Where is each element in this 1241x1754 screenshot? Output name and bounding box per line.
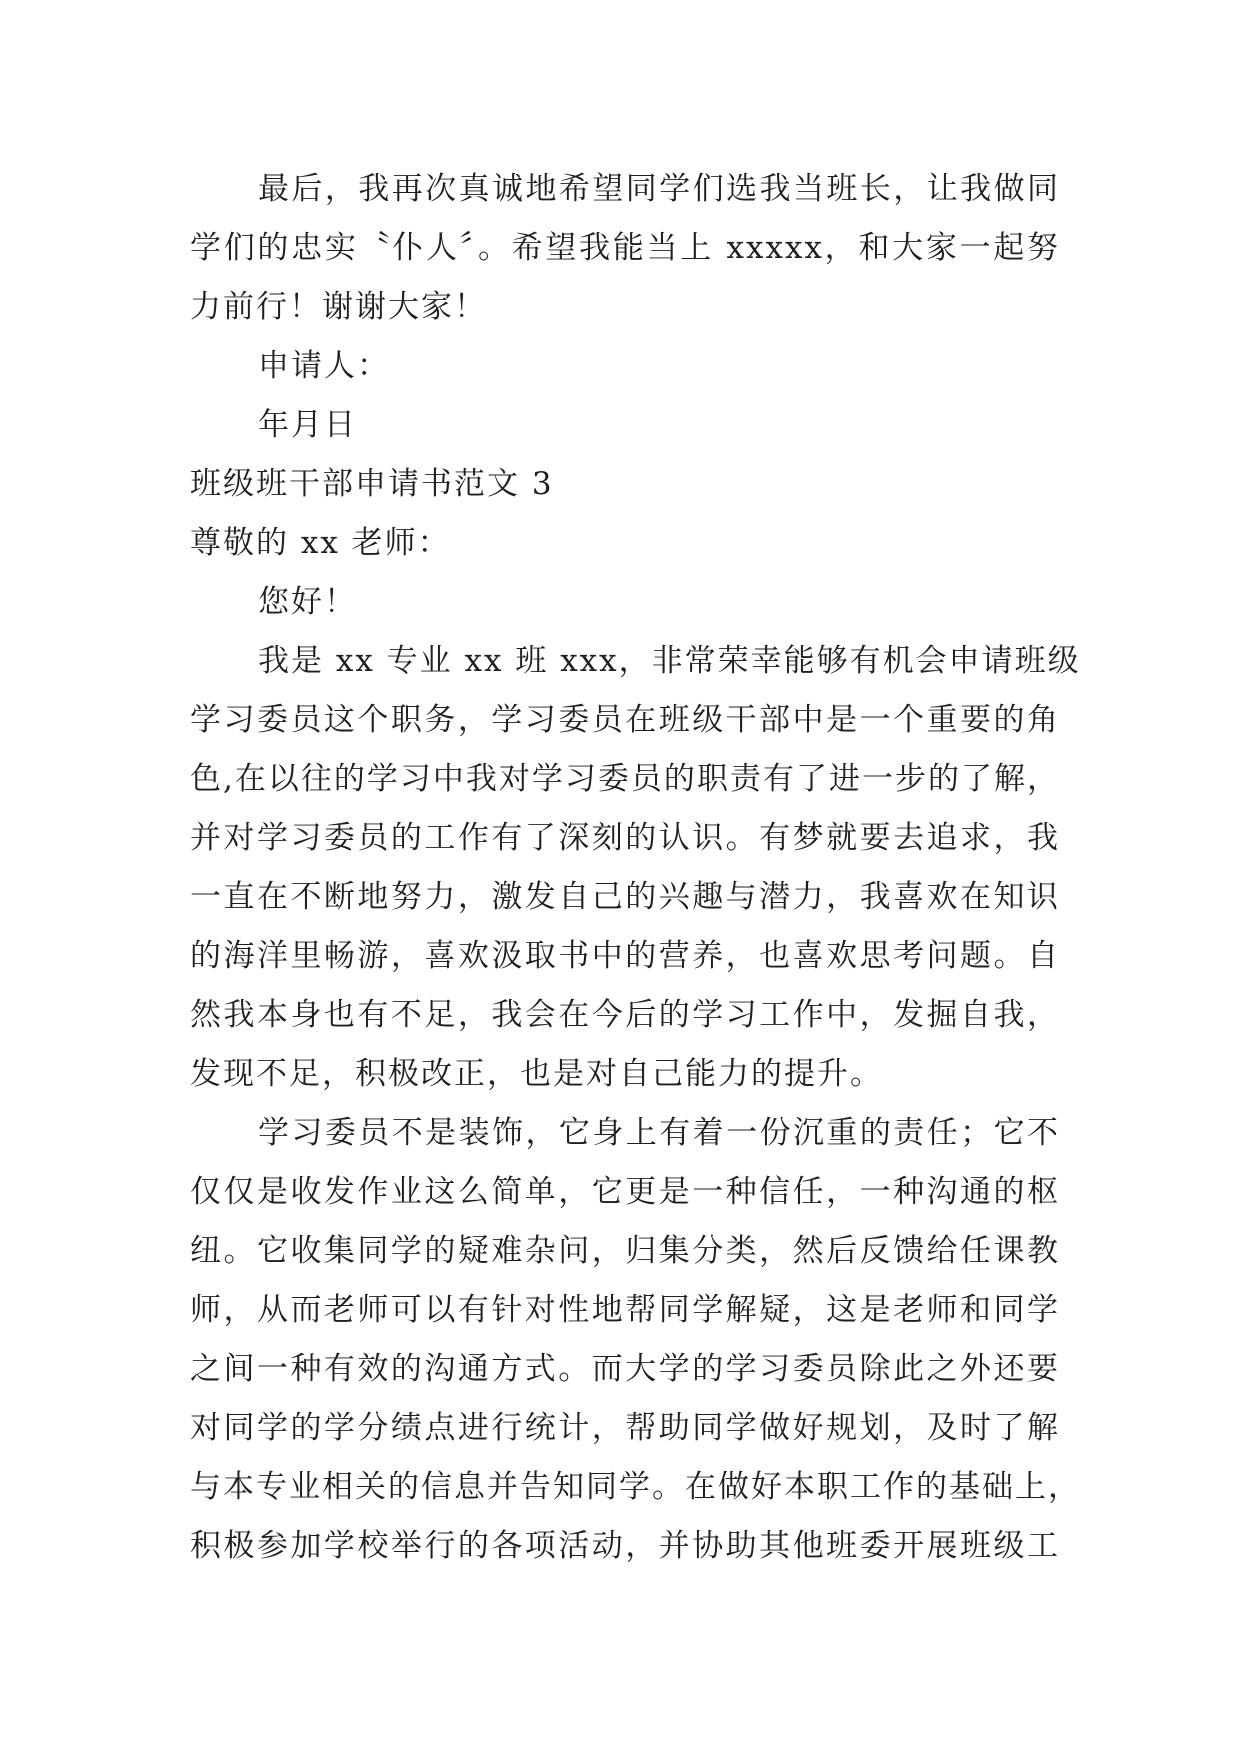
text-line: 学习委员这个职务，学习委员在班级干部中是一个重要的角 — [190, 702, 1060, 738]
text-line: 学习委员不是装饰，它身上有着一份沉重的责任；它不 — [258, 1115, 1060, 1151]
document-body — [190, 160, 1081, 1576]
section-title: 班级班干部申请书范文 3 — [190, 466, 554, 502]
text-line: 之间一种有效的沟通方式。而大学的学习委员除此之外还要 — [190, 1351, 1060, 1387]
text-line: 并对学习委员的工作有了深刻的认识。有梦就要去追求，我 — [190, 820, 1060, 856]
text-line: 最后，我再次真诚地希望同学们选我当班长，让我做同 — [258, 171, 1060, 207]
text-line: 然我本身也有不足，我会在今后的学习工作中，发掘自我， — [190, 997, 1060, 1033]
text-line: 色,在以往的学习中我对学习委员的职责有了进一步的了解， — [190, 761, 1060, 797]
text-line: 力前行！谢谢大家！ — [190, 289, 487, 325]
text-line: 积极参加学校举行的各项活动，并协助其他班委开展班级工 — [190, 1528, 1060, 1564]
body-paragraph-1 — [190, 632, 1081, 1104]
date-label: 年月日 — [258, 407, 357, 443]
text-line: 仅仅是收发作业这么简单，它更是一种信任，一种沟通的枢 — [190, 1174, 1060, 1210]
text-line: 师，从而老师可以有针对性地帮同学解疑，这是老师和同学 — [190, 1292, 1060, 1328]
text-line: 的海洋里畅游，喜欢汲取书中的营养，也喜欢思考问题。自 — [190, 938, 1060, 974]
signature-label: 申请人： — [258, 348, 390, 384]
text-line: 发现不足，积极改正，也是对自己能力的提升。 — [190, 1056, 883, 1092]
text-line: 对同学的学分绩点进行统计，帮助同学做好规划，及时了解 — [190, 1410, 1060, 1446]
text-line: 我是 xx 专业 xx 班 xxx，非常荣幸能够有机会申请班级 — [258, 643, 1081, 679]
text-line: 一直在不断地努力，激发自己的兴趣与潜力，我喜欢在知识 — [190, 879, 1060, 915]
salutation: 尊敬的 xx 老师： — [190, 525, 451, 561]
text-line: 与本专业相关的信息并告知同学。在做好本职工作的基础上， — [190, 1469, 1081, 1505]
body-paragraph-2 — [190, 1104, 1081, 1576]
text-line: 纽。它收集同学的疑难杂问，归集分类，然后反馈给任课教 — [190, 1233, 1060, 1269]
closing-paragraph — [190, 160, 1060, 337]
greeting: 您好！ — [258, 584, 357, 620]
text-line: 学们的忠实〝仆人〞。希望我能当上 xxxxx，和大家一起努 — [190, 230, 1060, 266]
